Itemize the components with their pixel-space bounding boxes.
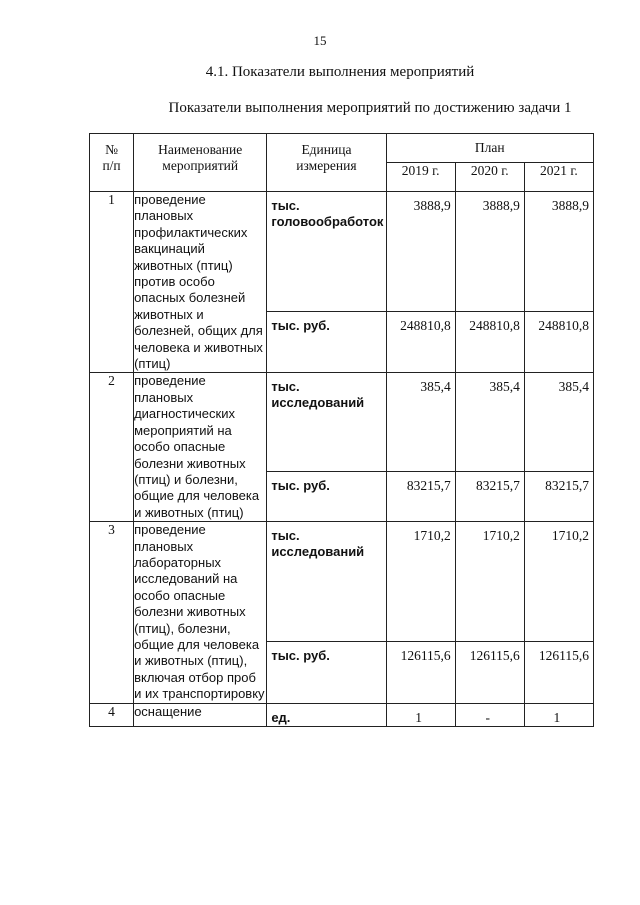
row-number: 3 xyxy=(90,522,134,703)
row-activity-name: проведение плановых профилактических вакцинаций животных (птиц) против особо опасных болезней животных и болезней, общих для человека и животных (птиц) xyxy=(134,192,267,373)
row-value-2019: 83215,7 xyxy=(386,471,455,521)
table-caption: Показатели выполнения мероприятий по достижению задачи 1 xyxy=(168,100,572,116)
row-activity-name: проведение плановых диагностических мероприятий на особо опасные болезни животных (птиц) и болезни, общие для человека и животных (птиц) xyxy=(134,373,267,522)
header-name: Наименование мероприятий xyxy=(134,134,267,192)
row-unit: тыс. руб. xyxy=(267,642,386,703)
row-unit: тыс. руб. xyxy=(267,471,386,521)
row-value-2021: 248810,8 xyxy=(524,312,593,373)
row-number: 2 xyxy=(90,373,134,522)
header-unit: Единица измерения xyxy=(267,134,386,192)
table-row xyxy=(90,192,594,312)
row-value-2021: 1 xyxy=(524,703,593,726)
table-row xyxy=(90,703,594,726)
row-value-2020: 126115,6 xyxy=(455,642,524,703)
section-title: 4.1. Показатели выполнения мероприятий xyxy=(205,64,475,80)
row-value-2020: 83215,7 xyxy=(455,471,524,521)
page-number: 15 xyxy=(313,33,327,48)
row-value-2021: 1710,2 xyxy=(524,522,593,642)
row-value-2019: 1710,2 xyxy=(386,522,455,642)
row-unit: тыс. исследований xyxy=(267,522,386,642)
row-unit: тыс. исследований xyxy=(267,373,386,471)
row-value-2021: 126115,6 xyxy=(524,642,593,703)
row-value-2019: 3888,9 xyxy=(386,192,455,312)
header-year-2019: 2019 г. xyxy=(386,163,455,192)
header-num: № п/п xyxy=(90,134,134,192)
row-unit: тыс. головообработок xyxy=(267,192,386,312)
table-header-row xyxy=(90,134,594,163)
indicators-table xyxy=(89,133,594,727)
row-number: 4 xyxy=(90,703,134,726)
row-unit: ед. xyxy=(267,703,386,726)
row-value-2019: 126115,6 xyxy=(386,642,455,703)
table-row xyxy=(90,373,594,471)
row-value-2020: - xyxy=(455,703,524,726)
row-activity-name: проведение плановых лабораторных исследований на особо опасные болезни животных (птиц), болезни, общие для человека и животных (птиц), включая отбор проб и их транспортировку xyxy=(134,522,267,703)
row-number: 1 xyxy=(90,192,134,373)
table-row xyxy=(90,522,594,642)
row-activity-name: оснащение xyxy=(134,703,267,726)
row-value-2021: 385,4 xyxy=(524,373,593,471)
row-value-2020: 1710,2 xyxy=(455,522,524,642)
row-unit: тыс. руб. xyxy=(267,312,386,373)
header-plan: План xyxy=(386,134,593,163)
row-value-2019: 385,4 xyxy=(386,373,455,471)
header-year-2020: 2020 г. xyxy=(455,163,524,192)
row-value-2020: 385,4 xyxy=(455,373,524,471)
row-value-2021: 83215,7 xyxy=(524,471,593,521)
row-value-2021: 3888,9 xyxy=(524,192,593,312)
row-value-2019: 248810,8 xyxy=(386,312,455,373)
header-year-2021: 2021 г. xyxy=(524,163,593,192)
row-value-2020: 248810,8 xyxy=(455,312,524,373)
row-value-2019: 1 xyxy=(386,703,455,726)
row-value-2020: 3888,9 xyxy=(455,192,524,312)
